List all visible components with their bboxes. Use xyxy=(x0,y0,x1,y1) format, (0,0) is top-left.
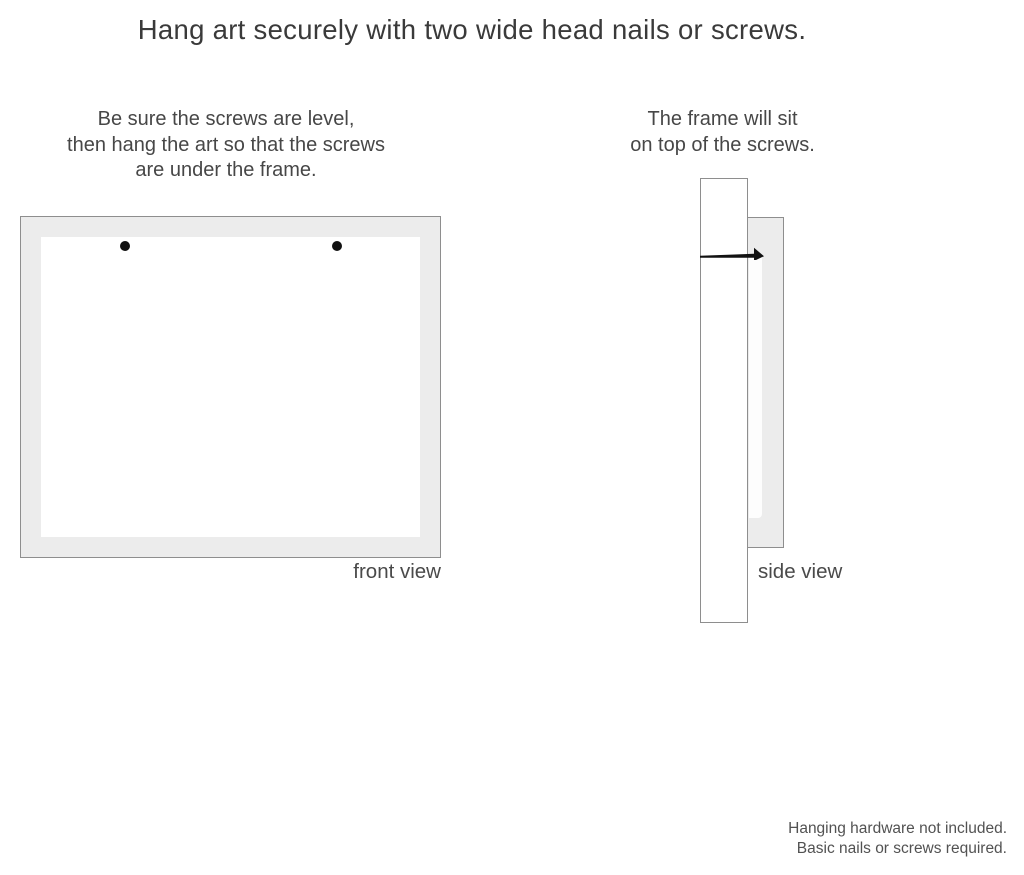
side-view-instruction xyxy=(570,107,875,158)
instruction-line: are under the frame. xyxy=(135,159,317,181)
side-view-caption: side view xyxy=(758,560,843,583)
front-view-instruction xyxy=(30,107,422,184)
side-view-frame-art xyxy=(749,256,762,518)
screw-left-dot-icon xyxy=(120,241,130,251)
instruction-line: on top of the screws. xyxy=(630,133,815,156)
nail-icon xyxy=(698,245,768,269)
screw-right-dot-icon xyxy=(332,241,342,251)
footnote-line: Hanging hardware not included. xyxy=(788,820,1007,837)
instruction-line: Be sure the screws are level, xyxy=(97,108,355,130)
front-view-frame xyxy=(20,216,441,558)
instruction-line: then hang the art so that the screws xyxy=(67,133,385,156)
front-view-frame-opening xyxy=(41,237,420,537)
instruction-line: The frame will sit xyxy=(647,108,798,130)
hardware-footnote xyxy=(657,819,1007,858)
footnote-line: Basic nails or screws required. xyxy=(796,839,1007,857)
front-view-caption: front view xyxy=(353,560,441,583)
page-title: Hang art securely with two wide head nails or screws. xyxy=(137,14,807,45)
